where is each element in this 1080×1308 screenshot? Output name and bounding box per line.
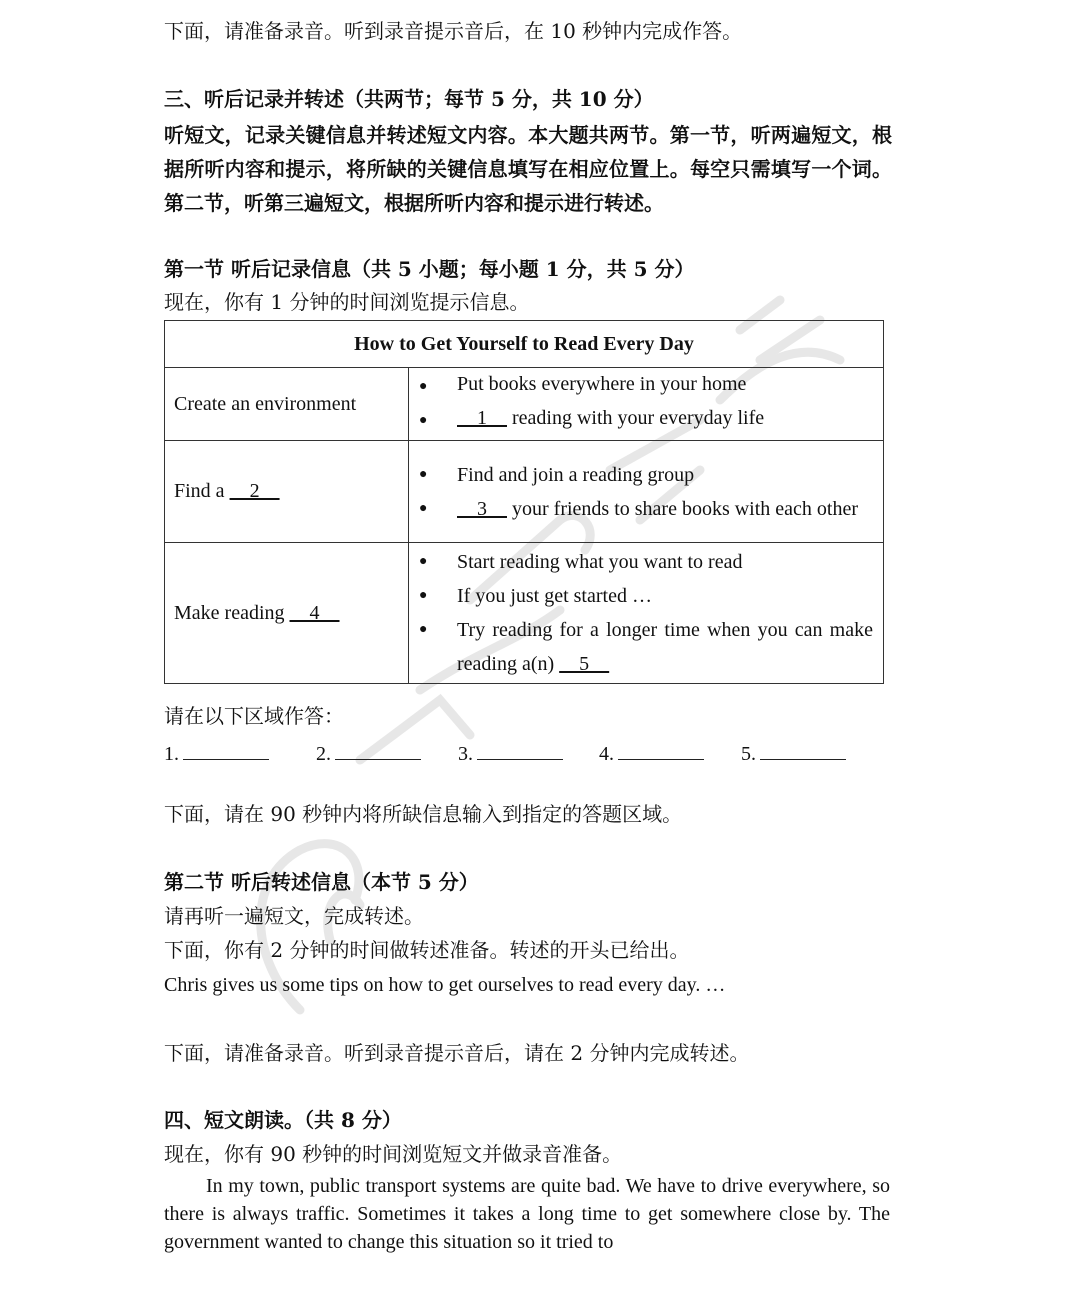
table-title: How to Get Yourself to Read Every Day: [165, 321, 884, 368]
blank-4[interactable]: 4: [289, 601, 340, 624]
intro-line: 下面，请准备录音。听到录音提示音后，在 10 秒钟内完成作答。: [164, 19, 743, 43]
table-row-label: Make reading 4: [165, 543, 409, 684]
blank-3[interactable]: 3: [457, 497, 507, 520]
reading-passage: In my town, public transport systems are quite bad. We have to drive everywhere, so there is always traffic. Sometimes it takes a long time to get somewhere close by. The government wanted to change this situation so it tried to: [164, 1175, 890, 1253]
answer-line[interactable]: [618, 741, 704, 760]
row-label-text: Create an environment: [174, 392, 357, 415]
answer-slot-3[interactable]: 3.: [458, 741, 563, 766]
answer-line[interactable]: [760, 741, 846, 760]
blank-2[interactable]: 2: [229, 480, 280, 502]
section3-instructions: 听短文，记录关键信息并转述短文内容。本大题共两节。第一节，听两遍短文，根据所听内容和提示，将所缺的关键信息填写在相应位置上。每空只需填写一个词。第二节，听第三遍短文，根据所听内容和提示进行转述。: [164, 123, 892, 215]
table-row-details: [409, 368, 884, 441]
bullet-icon: ●: [419, 500, 428, 516]
bullet-icon: ●: [419, 413, 428, 428]
blank-1[interactable]: 1: [457, 407, 507, 429]
section4-browse: 现在，你有 90 秒钟的时间浏览短文并做录音准备。: [164, 1142, 623, 1166]
part2-heading: 第二节 听后转述信息（本节 5 分）: [164, 870, 479, 894]
part1-browse: 现在，你有 1 分钟的时间浏览提示信息。: [164, 290, 530, 314]
retell-starter: Chris gives us some tips on how to get ourselves to read every day. …: [164, 974, 726, 996]
answer-slot-4[interactable]: 4.: [599, 741, 704, 766]
list-item: ● 1 reading with your everyday life: [419, 404, 873, 438]
bullet-icon: ●: [419, 466, 428, 482]
info-table: [164, 320, 884, 684]
list-item: ● Put books everywhere in your home: [419, 370, 873, 404]
bullet-icon: ●: [419, 588, 428, 603]
answer-slot-5[interactable]: 5.: [741, 741, 846, 766]
answer-line[interactable]: [183, 741, 269, 760]
list-item: ● If you just get started …: [419, 579, 873, 613]
part1-heading: 第一节 听后记录信息（共 5 小题；每小题 1 分，共 5 分）: [164, 257, 695, 281]
input-note: 下面，请在 90 秒钟内将所缺信息输入到指定的答题区域。: [164, 802, 683, 826]
bullet-icon: ●: [419, 379, 428, 394]
bullet-icon: ●: [419, 622, 428, 637]
list-item: ● 3 your friends to share books with each other: [419, 492, 873, 526]
part2-line3: 下面，请准备录音。听到录音提示音后，请在 2 分钟内完成转述。: [164, 1041, 750, 1065]
list-item: ● Try reading for a longer time when you can make reading a(n) 5: [419, 613, 873, 681]
answer-line[interactable]: [335, 741, 421, 760]
table-row-label: Find a 2: [165, 441, 409, 543]
blank-5[interactable]: 5: [559, 653, 610, 675]
answer-slot-2[interactable]: 2.: [316, 741, 421, 766]
table-row-label: [165, 368, 409, 441]
answer-line[interactable]: [477, 741, 563, 760]
section3-heading: 三、听后记录并转述（共两节；每节 5 分，共 10 分）: [164, 87, 654, 111]
part2-line2: 下面，你有 2 分钟的时间做转述准备。转述的开头已给出。: [164, 938, 690, 962]
table-row-details: [409, 441, 884, 543]
list-item: ● Start reading what you want to read: [419, 545, 873, 579]
table-row-details: [409, 543, 884, 684]
answer-slot-1[interactable]: 1.: [164, 741, 269, 766]
section4-heading: 四、短文朗读。（共 8 分）: [164, 1108, 402, 1132]
bullet-icon: ●: [419, 554, 428, 569]
answer-prompt: 请在以下区域作答：: [164, 704, 344, 728]
part2-line1: 请再听一遍短文，完成转述。: [164, 904, 424, 928]
list-item: ● Find and join a reading group: [419, 458, 873, 492]
